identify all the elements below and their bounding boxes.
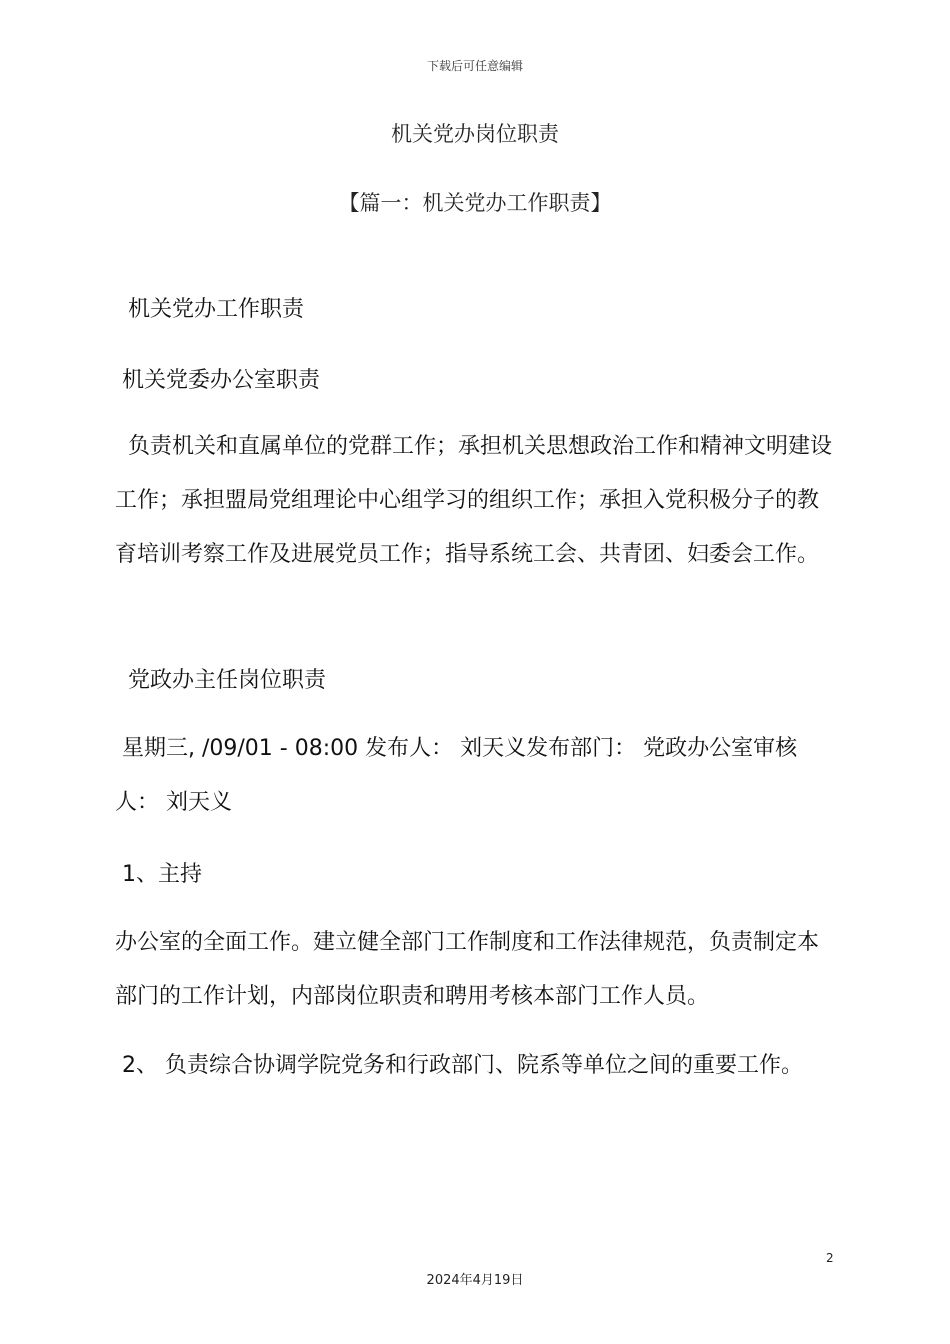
header-note: 下载后可任意编辑 [426, 59, 523, 73]
section-heading-party-office-duties: 机关党办工作职责 [128, 297, 305, 322]
list-item-1-label: 1、主持 [122, 862, 202, 887]
list-item-2-text: 2、 负责综合协调学院党务和行政部门、院系等单位之间的重要工作。 [122, 1053, 803, 1078]
list-item-1-text: 办公室的全面工作。建立健全部门工作制度和工作法律规范，负责制定本部门的工作计划，内部岗位职责和聘用考核本部门工作人员。 [115, 930, 820, 1009]
section-heading-director-duties: 党政办主任岗位职责 [128, 668, 327, 693]
document-subtitle: 【篇一：机关党办工作职责】 [338, 191, 612, 215]
publish-meta-line: 星期三, /09/01 - 08:00 发布人： 刘天义发布部门： 党政办公室审核人： 刘天义 [115, 736, 798, 815]
footer-date: 2024年4月19日 [426, 1273, 524, 1288]
section-heading-party-committee-office: 机关党委办公室职责 [122, 368, 321, 393]
paragraph-committee-duties: 负责机关和直属单位的党群工作；承担机关思想政治工作和精神文明建设工作；承担盟局党组理论中心组学习的组织工作；承担入党积极分子的教育培训考察工作及进展党员工作；指导系统工会、共青团、妇委会工作。 [115, 434, 833, 567]
page-number: 2 [826, 1251, 834, 1265]
document-title: 机关党办岗位职责 [391, 122, 559, 146]
